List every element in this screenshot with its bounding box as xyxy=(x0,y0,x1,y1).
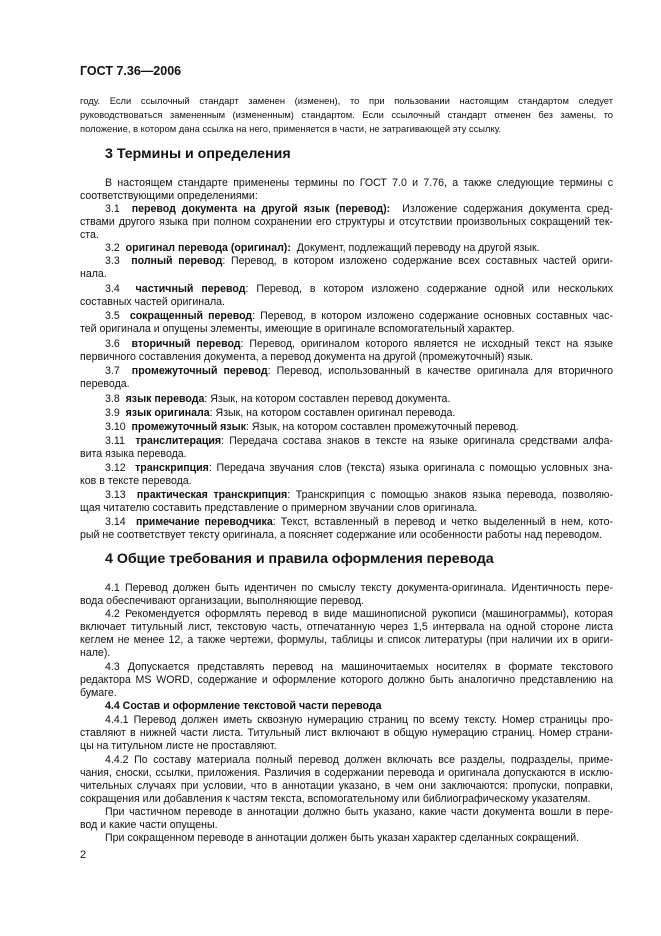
paragraph-line: чания, сноски, ссылки, приложения. Различия в содержании перевода и оригинала допускаются в исклю- xyxy=(80,767,613,779)
term-number: 3.1 xyxy=(105,203,120,215)
term-entry xyxy=(105,255,613,268)
term-definition: : Язык, на котором составлен оригинал перевода. xyxy=(209,407,456,419)
paragraph-line: вод и какие части опущены. xyxy=(80,819,218,831)
term-number: 3.4 xyxy=(105,283,120,295)
term-name: перевод документа на другой язык (перевод): xyxy=(131,203,391,215)
term-name: транскрипция xyxy=(135,462,209,474)
term-definition: : Перевод, использованный в качестве оригинала для вторичного xyxy=(267,365,614,377)
paragraph-line: 4.4.2 По составу материала полный перевод должен включать все разделы, подразделы, приме- xyxy=(105,754,613,766)
term-definition-line: первичного составления документа, а перевод документа на другой (промежуточный) язык. xyxy=(80,351,534,363)
paragraph-line: кеглем не менее 12, а также чертежи, формулы, таблицы и список литературы (при наличии их в ориги- xyxy=(80,634,613,646)
term-name: сокращенный перевод xyxy=(129,310,253,322)
term-entry xyxy=(105,421,613,434)
paragraph-line: вода обеспечивают организации, выполняющие перевод. xyxy=(80,595,364,607)
intro-line: году. Если ссылочный стандарт заменен (изменен), то при пользовании настоящим стандартом следует xyxy=(80,95,613,106)
term-definition-line: нала. xyxy=(80,268,107,280)
intro-line: руководствоваться замененным (измененным) стандартом. Если ссылочный стандарт отменен без замены, то xyxy=(80,109,613,120)
section-3-title: 3 Термины и определения xyxy=(105,146,291,162)
term-number: 3.8 xyxy=(105,393,120,405)
paragraph-line: бумаге. xyxy=(80,687,117,699)
term-definition: : Передача состава знаков в тексте на языке оригинала средствами алфа- xyxy=(221,435,614,447)
term-definition: Документ, подлежащий переводу на другой язык. xyxy=(296,242,540,254)
term-number: 3.14 xyxy=(105,516,126,528)
term-name: практическая транскрипция xyxy=(136,489,288,501)
paragraph-line: 4.4.1 Перевод должен иметь сквозную нумерацию страниц по всему тексту. Номер страницы про- xyxy=(105,714,613,726)
term-name: язык оригинала xyxy=(125,407,210,419)
term-number: 3.7 xyxy=(105,365,120,377)
term-entry xyxy=(105,407,613,420)
term-name: транслитерация xyxy=(135,435,222,447)
paragraph-line: цы на титульном листе не проставляют. xyxy=(80,740,277,752)
paragraph-line: 4.3 Допускается представлять перевод на машиночитаемых носителях в формате текстового xyxy=(105,661,613,673)
term-definition-line: ствами другого языка при полном сохранении его структуры и отсутствии произвольных сокращений тек- xyxy=(80,216,613,228)
term-entry xyxy=(105,242,613,255)
section-3-intro-line: соответствующими определениями: xyxy=(80,190,258,202)
term-number: 3.10 xyxy=(105,421,126,433)
intro-line: положение, в котором дана ссылка на него, применяется в части, не затрагивающей эту ссылку. xyxy=(80,123,502,134)
document-header: ГОСТ 7.36—2006 xyxy=(80,64,182,78)
term-definition: : Текст, вставленный в перевод и четко выделенный в нем, кото- xyxy=(272,516,614,528)
term-definition: : Перевод, в котором изложено содержание всех составных частей ориги- xyxy=(222,255,614,267)
term-definition: : Перевод, оригиналом которого является не исходный текст на языке xyxy=(240,338,614,350)
section-4-title: 4 Общие требования и правила оформления перевода xyxy=(105,551,494,567)
term-definition: : Перевод, в котором изложено содержание основных составных час- xyxy=(252,310,613,322)
term-entry xyxy=(105,516,613,529)
term-entry xyxy=(105,365,613,378)
term-name: промежуточный перевод xyxy=(131,365,268,377)
term-name: промежуточный язык xyxy=(131,421,246,433)
paragraph-line: нале). xyxy=(80,647,111,659)
term-definition-line: ста. xyxy=(80,229,99,241)
term-name: язык перевода xyxy=(125,393,205,405)
page-number: 2 xyxy=(80,849,87,861)
paragraph-line: При сокращенном переводе в аннотации должен быть указан характер сделанных сокращений. xyxy=(105,832,580,844)
term-definition: : Передача звучания слов (текста) языка оригинала с помощью условных зна- xyxy=(208,462,613,474)
term-entry xyxy=(105,435,613,448)
term-entry xyxy=(105,338,613,351)
term-name: полный перевод xyxy=(131,255,223,267)
term-number: 3.12 xyxy=(105,462,126,474)
paragraph-line: чительных случаях при условии, что в аннотации указано, в чем они заключаются: пропуски, поправки, xyxy=(80,780,613,792)
term-number: 3.13 xyxy=(105,489,126,501)
term-name: частичный перевод xyxy=(135,283,246,295)
paragraph-line: редактора MS WORD, содержание и оформление которого должно быть аналогично представлению на xyxy=(80,674,613,686)
term-number: 3.9 xyxy=(105,407,120,419)
term-entry xyxy=(105,489,613,502)
term-definition-line: ков в тексте перевода. xyxy=(80,475,192,487)
term-number: 3.11 xyxy=(105,435,125,447)
term-definition: : Транскрипция с помощью знаков языка перевода, позволяю- xyxy=(287,489,613,501)
term-entry xyxy=(105,283,613,296)
term-number: 3.6 xyxy=(105,338,120,350)
term-entry xyxy=(105,393,613,406)
term-definition-line: рый не соответствует тексту оригинала, а поясняет содержание или особенности работы над переводом. xyxy=(80,529,603,541)
section-3-intro-line: В настоящем стандарте применены термины по ГОСТ 7.0 и 7.76, а также следующие термины с xyxy=(105,177,613,189)
term-entry xyxy=(105,310,613,323)
term-definition: : Перевод, в котором изложено содержание одной или нескольких xyxy=(245,283,613,295)
paragraph-line: включает титульный лист, текстовую часть, отпечатанную через 1,5 интервала на одной стороне листа xyxy=(80,621,613,633)
term-entry xyxy=(105,462,613,475)
subsection-4-4-title: 4.4 Состав и оформление текстовой части перевода xyxy=(105,700,382,712)
term-number: 3.2 xyxy=(105,242,120,254)
term-name: вторичный перевод xyxy=(131,338,241,350)
paragraph-line: 4.2 Рекомендуется оформлять перевод в виде машинописной рукописи (машинограммы), которая xyxy=(105,608,613,620)
term-name: примечание переводчика xyxy=(135,516,273,528)
term-number: 3.3 xyxy=(105,255,120,267)
paragraph-line: 4.1 Перевод должен быть идентичен по смыслу тексту документа-оригинала. Идентичность пере- xyxy=(105,582,613,594)
term-entry xyxy=(105,203,613,216)
term-name: оригинал перевода (оригинал): xyxy=(125,242,291,254)
term-definition-line: составных частей оригинала. xyxy=(80,296,225,308)
paragraph-line: ставляют в нижней части листа. Титульный лист включают в общую нумерацию страниц. Номер страни- xyxy=(80,727,613,739)
paragraph-line: сокращения или добавления к частям текста, вспомогательному или библиографическому указателям. xyxy=(80,793,591,805)
term-definition-line: перевода. xyxy=(80,378,130,390)
paragraph-line: При частичном переводе в аннотации должно быть указано, какие части документа вошли в пере- xyxy=(105,806,613,818)
term-definition-line: щая читателю составить представление о примерном звучании слов оригинала. xyxy=(80,502,478,514)
term-number: 3.5 xyxy=(105,310,120,322)
term-definition-line: вита языка перевода. xyxy=(80,448,187,460)
term-definition: Изложение содержания документа сред- xyxy=(402,203,614,215)
term-definition: : Язык, на котором составлен перевод документа. xyxy=(204,393,451,405)
term-definition-line: тей оригинала и опущены элементы, имеющие в оригинале вспомогательный характер. xyxy=(80,323,515,335)
term-definition: : Язык, на котором составлен промежуточный перевод. xyxy=(245,421,519,433)
